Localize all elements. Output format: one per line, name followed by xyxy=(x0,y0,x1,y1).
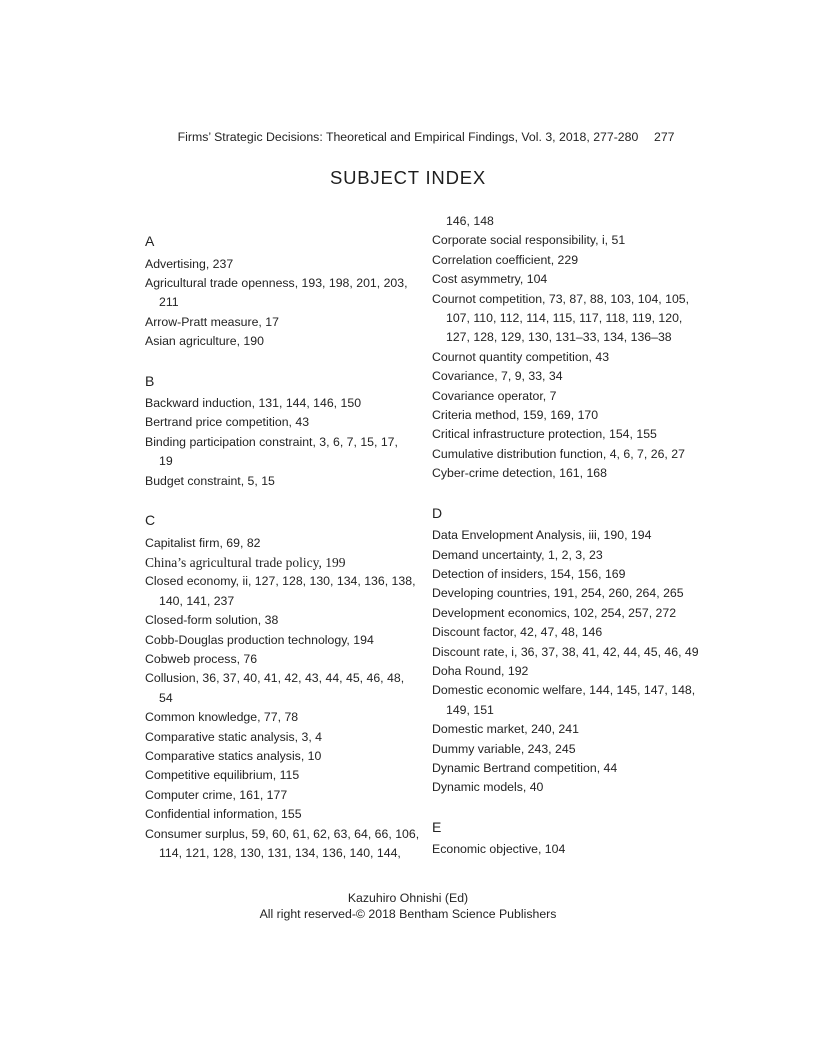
entry-line: Dummy variable, 243, 245 xyxy=(432,741,576,756)
entry-line-continuation: 19 xyxy=(159,454,173,469)
index-entry xyxy=(432,546,717,565)
entry-line: Cost asymmetry, 104 xyxy=(432,272,548,287)
entry-line: Correlation coefficient, 229 xyxy=(432,252,579,267)
index-entry xyxy=(432,759,717,778)
section-heading-c: C xyxy=(145,512,156,529)
page-title: SUBJECT INDEX xyxy=(329,167,487,188)
entry-line: Cobweb process, 76 xyxy=(145,652,258,666)
entry-line-continuation: 149, 151 xyxy=(446,702,494,717)
entry-line: Cournot quantity competition, 43 xyxy=(432,349,610,364)
entry-line: Dynamic models, 40 xyxy=(432,780,544,795)
entry-line: Cumulative distribution function, 4, 6, 7, 26, 27 xyxy=(432,446,685,461)
index-entry xyxy=(145,553,430,572)
index-entry xyxy=(145,650,430,669)
index-entry xyxy=(145,433,430,472)
entry-line: Bertrand price competition, 43 xyxy=(145,415,310,430)
entry-line: Competitive equilibrium, 115 xyxy=(145,768,300,783)
entry-line: Common knowledge, 77, 78 xyxy=(145,710,299,725)
entry-line: Cobb-Douglas production technology, 194 xyxy=(145,632,374,647)
index-entry xyxy=(432,623,717,642)
entry-line: Cournot competition, 73, 87, 88, 103, 104, 105, xyxy=(432,291,690,306)
entry-line: Domestic market, 240, 241 xyxy=(432,722,579,737)
entry-line: Closed economy, ii, 127, 128, 130, 134, 136, 138, xyxy=(145,574,416,589)
entry-line: Criteria method, 159, 169, 170 xyxy=(432,408,599,423)
entry-line: Computer crime, 161, 177 xyxy=(145,787,288,802)
index-entry xyxy=(145,534,430,553)
index-entry xyxy=(145,394,430,413)
entry-line: Advertising, 237 xyxy=(145,256,234,271)
page-footer xyxy=(0,891,816,922)
index-entry xyxy=(432,604,717,623)
entry-line: Binding participation constraint, 3, 6, 7, 15, 17, xyxy=(145,434,398,449)
section-heading-b: B xyxy=(145,372,155,389)
index-entry xyxy=(432,778,717,797)
entry-line: Economic objective, 104 xyxy=(432,842,566,857)
index-entry xyxy=(145,313,430,332)
index-entry xyxy=(432,681,717,720)
entry-line-continuation: 146, 148 xyxy=(446,214,494,228)
index-entry xyxy=(432,348,717,367)
index-entry xyxy=(145,669,430,708)
entry-line: Development economics, 102, 254, 257, 272 xyxy=(432,605,677,620)
index-entry xyxy=(432,740,717,759)
index-entry xyxy=(145,572,430,611)
index-entry xyxy=(145,274,430,313)
entry-line: Budget constraint, 5, 15 xyxy=(145,473,275,488)
entry-line: Discount rate, i, 36, 37, 38, 41, 42, 44, 45, 46, 49 xyxy=(432,644,699,659)
section-heading-a: A xyxy=(145,233,155,249)
entry-line-continuation: 54 xyxy=(159,690,173,705)
entry-line: Developing countries, 191, 254, 260, 264, 265 xyxy=(432,586,684,601)
index-entry xyxy=(432,526,717,545)
footer-copyright: All right reserved-© 2018 Bentham Science Publishers xyxy=(259,906,557,921)
index-entry xyxy=(432,720,717,739)
index-entry xyxy=(145,825,430,864)
index-entry xyxy=(432,290,717,348)
index-entry xyxy=(145,786,430,805)
entry-line: Critical infrastructure protection, 154, 155 xyxy=(432,427,657,442)
index-entry xyxy=(145,766,430,785)
index-entry xyxy=(432,367,717,386)
index-entry xyxy=(432,212,717,231)
section-heading-e: E xyxy=(432,818,442,835)
index-entry xyxy=(145,805,430,824)
entry-line: Detection of insiders, 154, 156, 169 xyxy=(432,567,626,581)
entry-line: Covariance, 7, 9, 33, 34 xyxy=(432,369,563,384)
entry-line: Data Envelopment Analysis, iii, 190, 194 xyxy=(432,528,652,543)
entry-line: China’s agricultural trade policy, 199 xyxy=(145,554,346,570)
index-entry xyxy=(432,445,717,464)
entry-line: Comparative static analysis, 3, 4 xyxy=(145,729,323,744)
index-entry xyxy=(432,270,717,289)
footer-editor: Kazuhiro Ohnishi (Ed) xyxy=(347,891,469,905)
index-entry xyxy=(145,332,430,351)
entry-line: Discount factor, 42, 47, 48, 146 xyxy=(432,625,603,640)
entry-line: Asian agriculture, 190 xyxy=(145,334,264,349)
index-entry xyxy=(145,728,430,747)
index-entry xyxy=(145,708,430,727)
entry-line: Confidential information, 155 xyxy=(145,807,302,822)
index-entry xyxy=(145,413,430,432)
index-column-right xyxy=(432,212,717,860)
index-entry xyxy=(145,472,430,491)
entry-line: Dynamic Bertrand competition, 44 xyxy=(432,761,618,776)
running-header xyxy=(0,129,816,145)
entry-line: Covariance operator, 7 xyxy=(432,388,557,403)
entry-line: Demand uncertainty, 1, 2, 3, 23 xyxy=(432,547,603,562)
entry-line: Capitalist firm, 69, 82 xyxy=(145,535,261,550)
index-entry xyxy=(145,611,430,630)
index-entry xyxy=(145,631,430,650)
entry-line: Domestic economic welfare, 144, 145, 147, 148, xyxy=(432,683,696,698)
running-title: Firms’ Strategic Decisions: Theoretical and Empirical Findings, Vol. 3, 2018, 277-280 xyxy=(177,130,639,144)
index-column-left xyxy=(145,212,430,863)
index-entry xyxy=(432,387,717,406)
entry-line-continuation: 127, 128, 129, 130, 131–33, 134, 136–38 xyxy=(446,330,672,345)
entry-line: Collusion, 36, 37, 40, 41, 42, 43, 44, 45, 46, 48, xyxy=(145,671,405,686)
entry-line: Consumer surplus, 59, 60, 61, 62, 63, 64, 66, 106, xyxy=(145,826,420,841)
index-entry xyxy=(145,255,430,274)
entry-line-continuation: 211 xyxy=(159,295,179,310)
entry-line: Doha Round, 192 xyxy=(432,664,529,679)
entry-line-continuation: 107, 110, 112, 114, 115, 117, 118, 119, 120, xyxy=(446,311,683,326)
index-entry xyxy=(432,840,717,859)
entry-line: Cyber-crime detection, 161, 168 xyxy=(432,466,607,481)
index-entry xyxy=(432,464,717,483)
page-number: 277 xyxy=(654,130,675,144)
index-entry xyxy=(432,425,717,444)
index-entry xyxy=(145,747,430,766)
index-entry xyxy=(432,643,717,662)
entry-line: Comparative statics analysis, 10 xyxy=(145,749,322,764)
entry-line: Closed-form solution, 38 xyxy=(145,613,279,628)
index-entry xyxy=(432,231,717,250)
entry-line: Agricultural trade openness, 193, 198, 201, 203, xyxy=(145,275,408,290)
index-entry xyxy=(432,584,717,603)
entry-line: Backward induction, 131, 144, 146, 150 xyxy=(145,396,362,411)
entry-line: Corporate social responsibility, i, 51 xyxy=(432,233,626,248)
index-entry xyxy=(432,251,717,270)
entry-line-continuation: 114, 121, 128, 130, 131, 134, 136, 140, 144, xyxy=(159,846,401,861)
index-entry xyxy=(432,662,717,681)
entry-line-continuation: 140, 141, 237 xyxy=(159,593,235,608)
index-entry xyxy=(432,406,717,425)
section-heading-d: D xyxy=(432,504,443,521)
entry-line: Arrow-Pratt measure, 17 xyxy=(145,314,279,329)
index-entry xyxy=(432,565,717,584)
